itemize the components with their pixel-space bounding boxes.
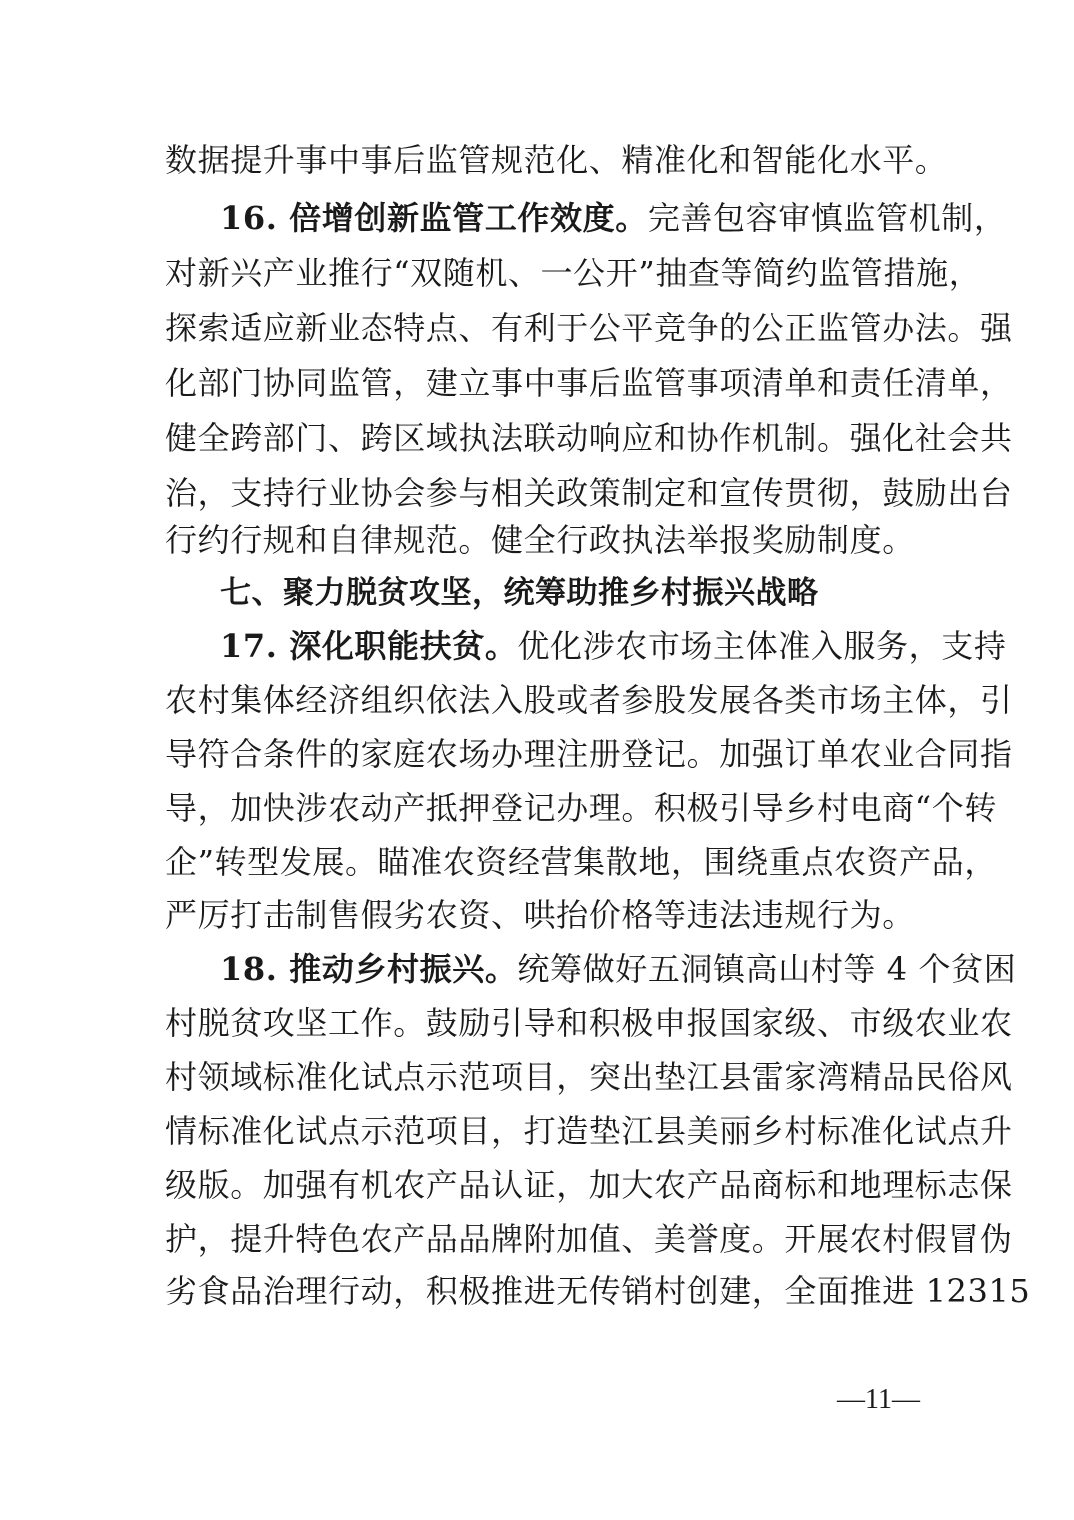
text-line: 企”转型发展。瞄准农资经营集散地，围绕重点农资产品， [165, 843, 997, 881]
text-line: 严厉打击制售假劣农资、哄抬价格等违法违规行为。 [165, 896, 915, 934]
page-number: —11— [837, 1384, 920, 1415]
text-line: 农村集体经济组织依法入股或者参股发展各类市场主体，引 [165, 681, 1013, 719]
item-16-text: 完善包容审慎监管机制， [647, 199, 1007, 237]
item-17-first-line [220, 618, 1007, 674]
text-line: 数据提升事中事后监管规范化、精准化和智能化水平。 [165, 141, 948, 179]
item-17-title: 17. 深化职能扶贫。 [220, 627, 518, 665]
text-line: 村领域标准化试点示范项目，突出垫江县雷家湾精品民俗风 [165, 1058, 1013, 1096]
item-18-title: 18. 推动乡村振兴。 [220, 950, 518, 988]
text-line: 治，支持行业协会参与相关政策制定和宣传贯彻，鼓励出台 [165, 474, 1013, 512]
text-line: 行约行规和自律规范。健全行政执法举报奖励制度。 [165, 521, 915, 559]
text-line: 导符合条件的家庭农场办理注册登记。加强订单农业合同指 [165, 735, 1013, 773]
item-18-text: 统筹做好五洞镇高山村等 4 个贫困 [517, 950, 1017, 988]
text-line: 情标准化试点示范项目，打造垫江县美丽乡村标准化试点升 [165, 1112, 1013, 1150]
text-line: 级版。加强有机农产品认证，加大农产品商标和地理标志保 [165, 1166, 1013, 1204]
text-line: 健全跨部门、跨区域执法联动响应和协作机制。强化社会共 [165, 419, 1013, 457]
item-16-title: 16. 倍增创新监管工作效度。 [220, 199, 648, 237]
text-line: 劣食品治理行动，积极推进无传销村创建，全面推进 12315 [165, 1272, 1031, 1310]
text-line: 村脱贫攻坚工作。鼓励引导和积极申报国家级、市级农业农 [165, 1004, 1013, 1042]
section-7-heading: 七、聚力脱贫攻坚，统筹助推乡村振兴战略 [220, 575, 819, 611]
text-line: 护，提升特色农产品品牌附加值、美誉度。开展农村假冒伪 [165, 1220, 1013, 1258]
text-line: 探索适应新业态特点、有利于公平竞争的公正监管办法。强 [165, 309, 1013, 347]
item-18-first-line [220, 941, 1017, 997]
text-line: 导，加快涉农动产抵押登记办理。积极引导乡村电商“个转 [165, 789, 997, 827]
text-line: 化部门协同监管，建立事中事后监管事项清单和责任清单， [165, 364, 1013, 402]
text-line: 对新兴产业推行“双随机、一公开”抽查等简约监管措施， [165, 254, 982, 292]
item-17-text: 优化涉农市场主体准入服务，支持 [517, 627, 1007, 665]
item-16-first-line [220, 190, 1007, 246]
